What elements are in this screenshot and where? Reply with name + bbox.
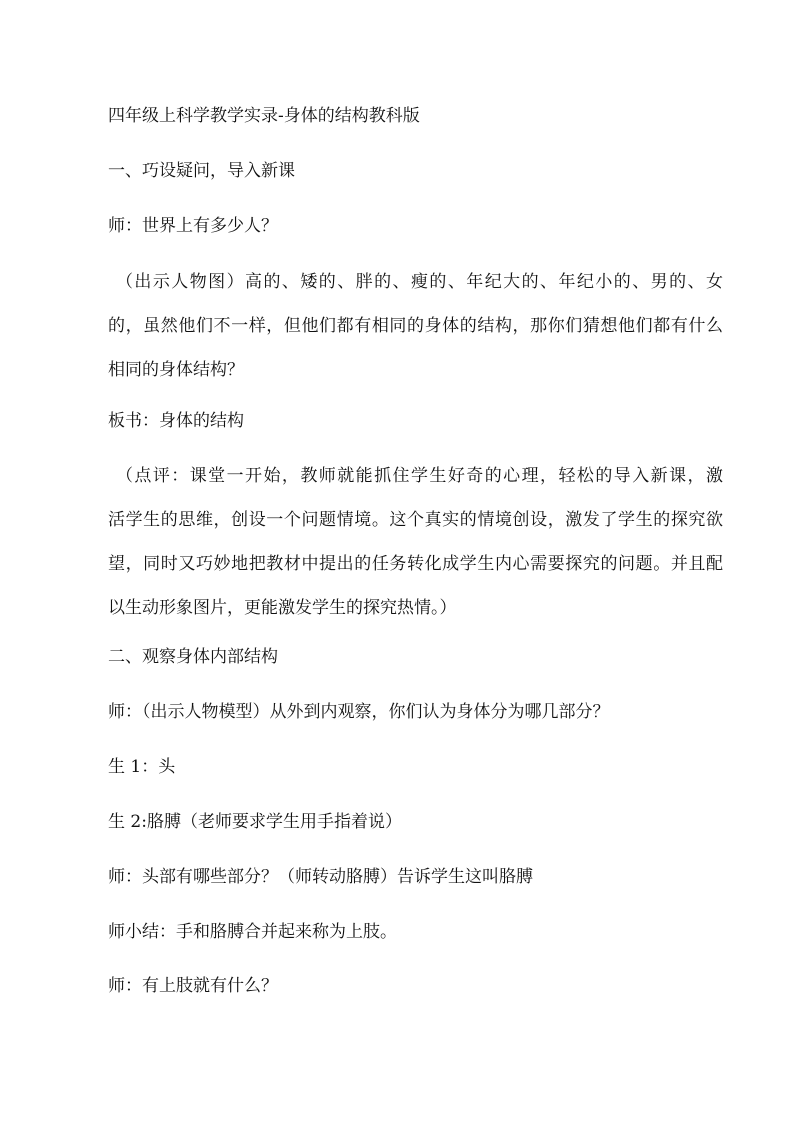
teacher-question-2: 师：（出示人物模型）从外到内观察，你们认为身体分为哪几部分？ <box>108 702 610 722</box>
teacher-question-1: 师：世界上有多少人？ <box>108 216 278 236</box>
paragraph-line: 相同的身体结构？ <box>108 360 244 380</box>
board-writing: 板书：身体的结构 <box>108 411 244 431</box>
document-title: 四年级上科学教学实录-身体的结构教科版 <box>108 106 420 126</box>
comment-line: 望，同时又巧妙地把教材中提出的任务转化成学生内心需要探究的问题。并且配 <box>108 554 723 574</box>
comment-line: 以生动形象图片，更能激发学生的探究热情。） <box>108 598 457 618</box>
paragraph-line: （出示人物图）高的、矮的、胖的、瘦的、年纪大的、年纪小的、男的、女 <box>116 272 723 292</box>
comment-paragraph <box>108 462 723 638</box>
comment-line: （点评：课堂一开始，教师就能抓住学生好奇的心理，轻松的导入新课，激 <box>116 466 723 486</box>
teacher-summary: 师小结：手和胳膊合并起来称为上肢。 <box>108 922 397 942</box>
paragraph-intro <box>108 268 723 400</box>
section-heading-1: 一、巧设疑问，导入新课 <box>108 161 295 181</box>
section-heading-2: 二、观察身体内部结构 <box>108 647 278 667</box>
student-answer-2: 生 2:胳膊（老师要求学生用手指着说） <box>108 812 402 832</box>
teacher-question-4: 师：有上肢就有什么？ <box>108 976 278 996</box>
comment-line: 活学生的思维，创设一个问题情境。这个真实的情境创设，激发了学生的探究欲 <box>108 510 723 530</box>
teacher-question-3: 师：头部有哪些部分？（师转动胳膊）告诉学生这叫胳膊 <box>108 867 533 887</box>
student-answer-1: 生 1：头 <box>108 757 176 777</box>
paragraph-line: 的，虽然他们不一样，但他们都有相同的身体的结构，那你们猜想他们都有什么 <box>108 316 723 336</box>
